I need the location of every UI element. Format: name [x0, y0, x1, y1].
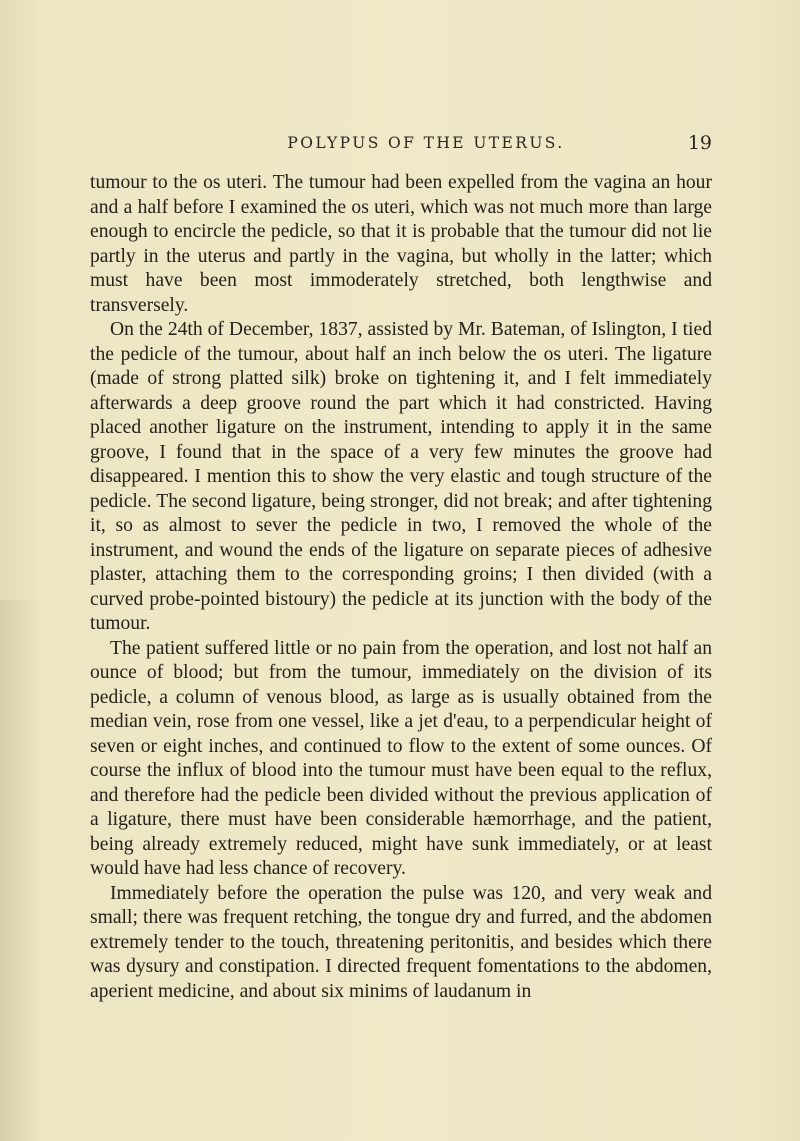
- paragraph-1: tumour to the os uteri. The tumour had been expelled from the vagina an hour and a half before I examined the os uteri, which was not much more than large enough to encircle the pedicle, so that it is probable that the tumour did not lie partly in the uterus and partly in the vagina, but wholly in the latter; which must have been most immoderately stretched, both lengthwise and transversely.: [90, 172, 712, 316]
- page-number: 19: [687, 132, 712, 154]
- paragraph-3: The patient suffered little or no pain from the operation, and lost not half an ounce of blood; but from the tumour, immediately on the division of its pedicle, a column of venous blood, as large as is usually obtained from the median vein, rose from one vessel, like a jet d'eau, to a perpendicular height of seven or eight inches, and continued to flow to the extent of some ounces. Of course the influx of blood into the tumour must have been equal to the reflux, and therefore had the pedicle been divided without the previous application of a ligature, there must have been considerable hæmorrhage, and the patient, being already extremely reduced, might have sunk immediately, or at least would have had less chance of recovery.: [90, 637, 712, 879]
- paragraph-2: On the 24th of December, 1837, assisted by Mr. Bateman, of Islington, I tied the pedicle of the tumour, about half an inch below the os uteri. The ligature (made of strong platted silk) broke on tightening it, and I felt immediately afterwards a deep groove round the part which it had constricted. Having placed another ligature on the instrument, intending to apply it in the same groove, I found that in the space of a very few minutes the groove had disappeared. I mention this to show the very elastic and tough structure of the pedicle. The second ligature, being stronger, did not break; and after tightening it, so as almost to sever the pedicle in two, I removed the whole of the instrument, and wound the ends of the ligature on separate pieces of adhesive plaster, attaching them to the corresponding groins; I then divided (with a curved probe-pointed bistoury) the pedicle at its junction with the body of the tumour.: [90, 319, 712, 634]
- paragraph-4: Immediately before the operation the pulse was 120, and very weak and small; there was frequent retching, the tongue dry and furred, and the abdomen extremely tender to the touch, threatening peritonitis, and besides which there was dysury and constipation. I directed frequent fomentations to the abdomen, aperient medicine, and about six minims of laudanum in: [90, 882, 712, 1002]
- page-edge-shading: [0, 600, 40, 1141]
- running-title: POLYPUS OF THE UTERUS.: [287, 134, 565, 152]
- body-text: [90, 171, 712, 1004]
- running-head: [92, 134, 712, 164]
